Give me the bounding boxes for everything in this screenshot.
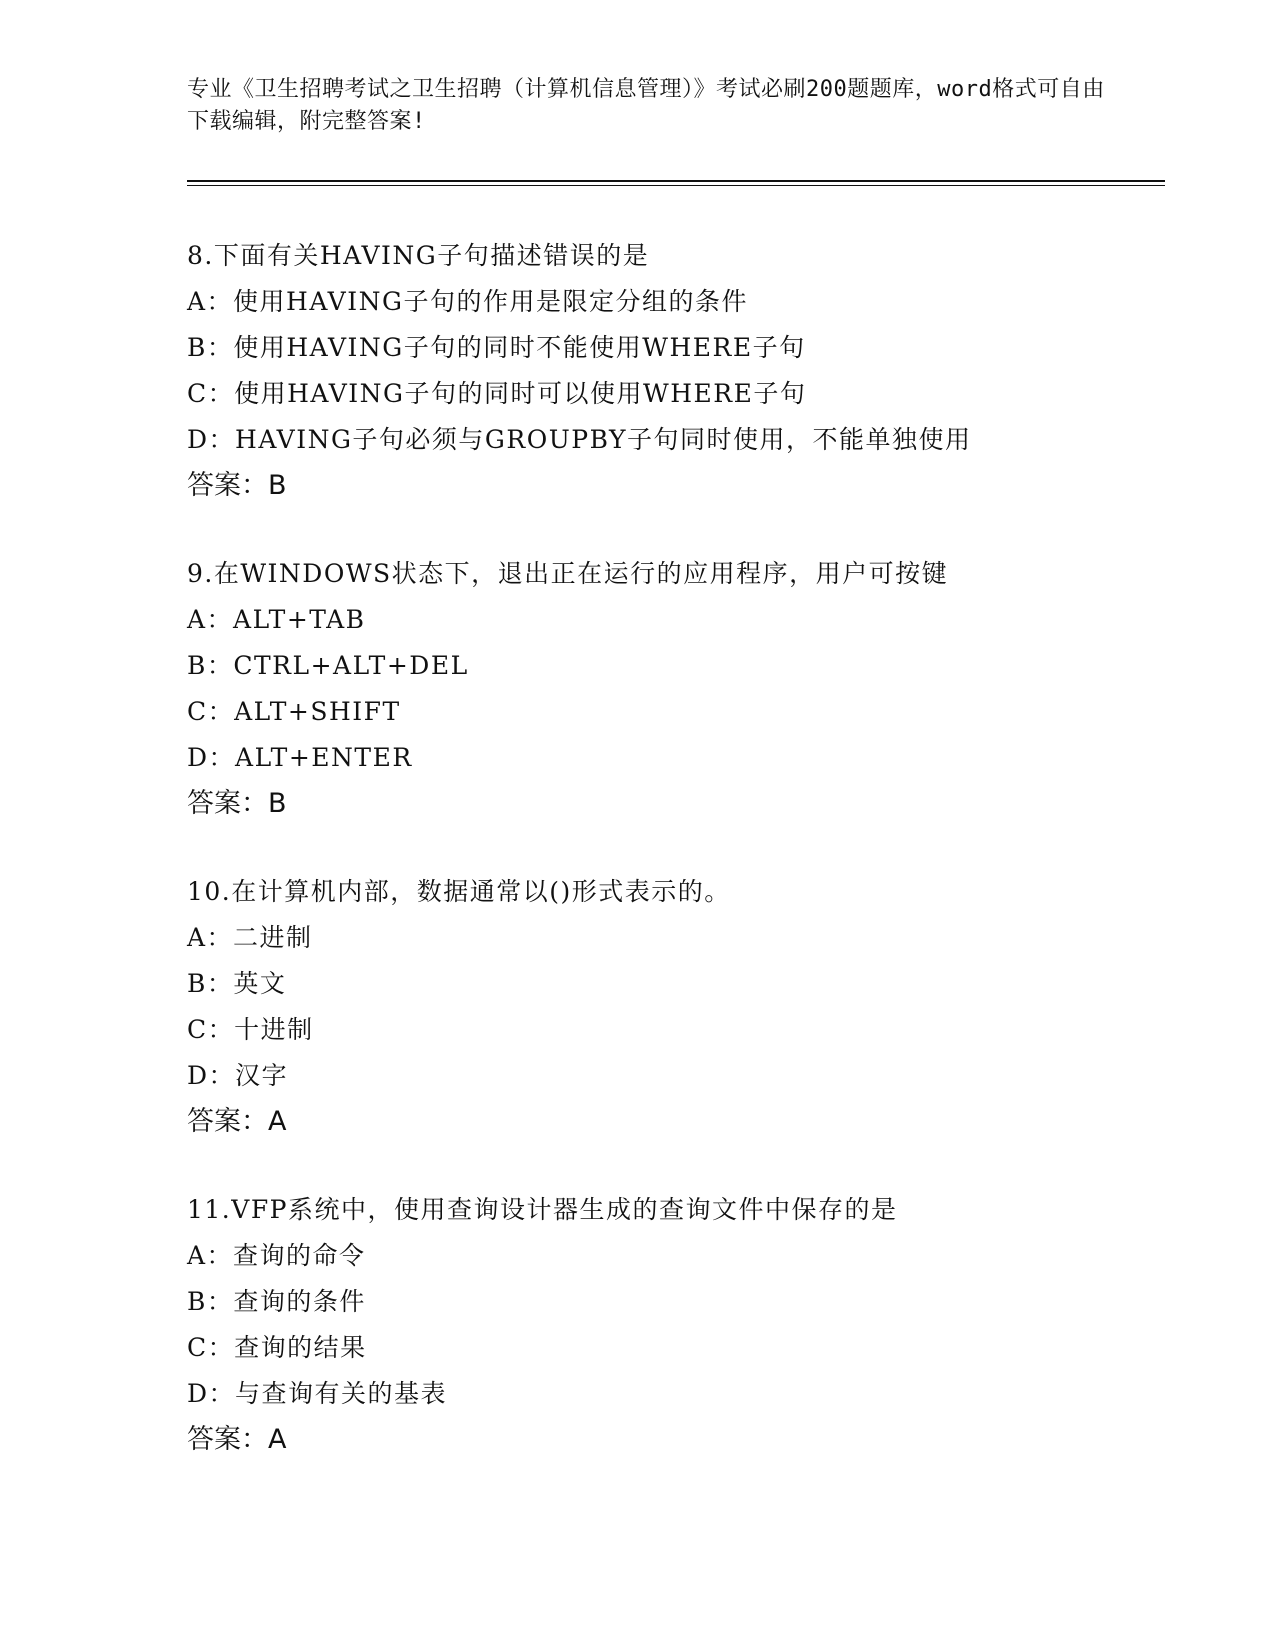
question-text: 8.下面有关HAVING子句描述错误的是: [187, 241, 650, 270]
option-d: D：ALT+ENTER: [187, 743, 413, 772]
option-a: A：ALT+TAB: [187, 605, 366, 634]
header-divider-thin: [187, 185, 1165, 186]
option-b: B：查询的条件: [187, 1287, 366, 1316]
question-text: 10.在计算机内部，数据通常以()形式表示的。: [187, 877, 731, 906]
option-d: D：汉字: [187, 1061, 289, 1090]
question-block: [187, 869, 1147, 1145]
document-header: 专业《卫生招聘考试之卫生招聘（计算机信息管理）》考试必刷200题题库，word格式可自由下载编辑，附完整答案!: [187, 77, 1105, 134]
option-c: C：查询的结果: [187, 1333, 367, 1362]
question-text: 9.在WINDOWS状态下，退出正在运行的应用程序，用户可按键: [187, 559, 949, 588]
question-block: [187, 551, 1147, 827]
option-c: C：使用HAVING子句的同时可以使用WHERE子句: [187, 379, 807, 408]
option-b: B：英文: [187, 969, 287, 998]
option-a: A：查询的命令: [187, 1241, 366, 1270]
question-list: [187, 233, 1147, 1505]
question-block: [187, 1187, 1147, 1463]
answer-text: 答案：A: [187, 1424, 287, 1455]
answer-text: 答案：B: [187, 470, 287, 501]
option-c: C：ALT+SHIFT: [187, 697, 401, 726]
answer-text: 答案：B: [187, 788, 287, 819]
option-a: A：二进制: [187, 923, 313, 952]
option-d: D：与查询有关的基表: [187, 1379, 448, 1408]
option-b: B：CTRL+ALT+DEL: [187, 651, 469, 680]
option-a: A：使用HAVING子句的作用是限定分组的条件: [187, 287, 748, 316]
question-text: 11.VFP系统中，使用查询设计器生成的查询文件中保存的是: [187, 1195, 898, 1224]
header-divider-thick: [187, 180, 1165, 182]
option-b: B：使用HAVING子句的同时不能使用WHERE子句: [187, 333, 806, 362]
answer-text: 答案：A: [187, 1106, 287, 1137]
question-block: [187, 233, 1147, 509]
option-c: C：十进制: [187, 1015, 314, 1044]
option-d: D：HAVING子句必须与GROUPBY子句同时使用，不能单独使用: [187, 425, 972, 454]
